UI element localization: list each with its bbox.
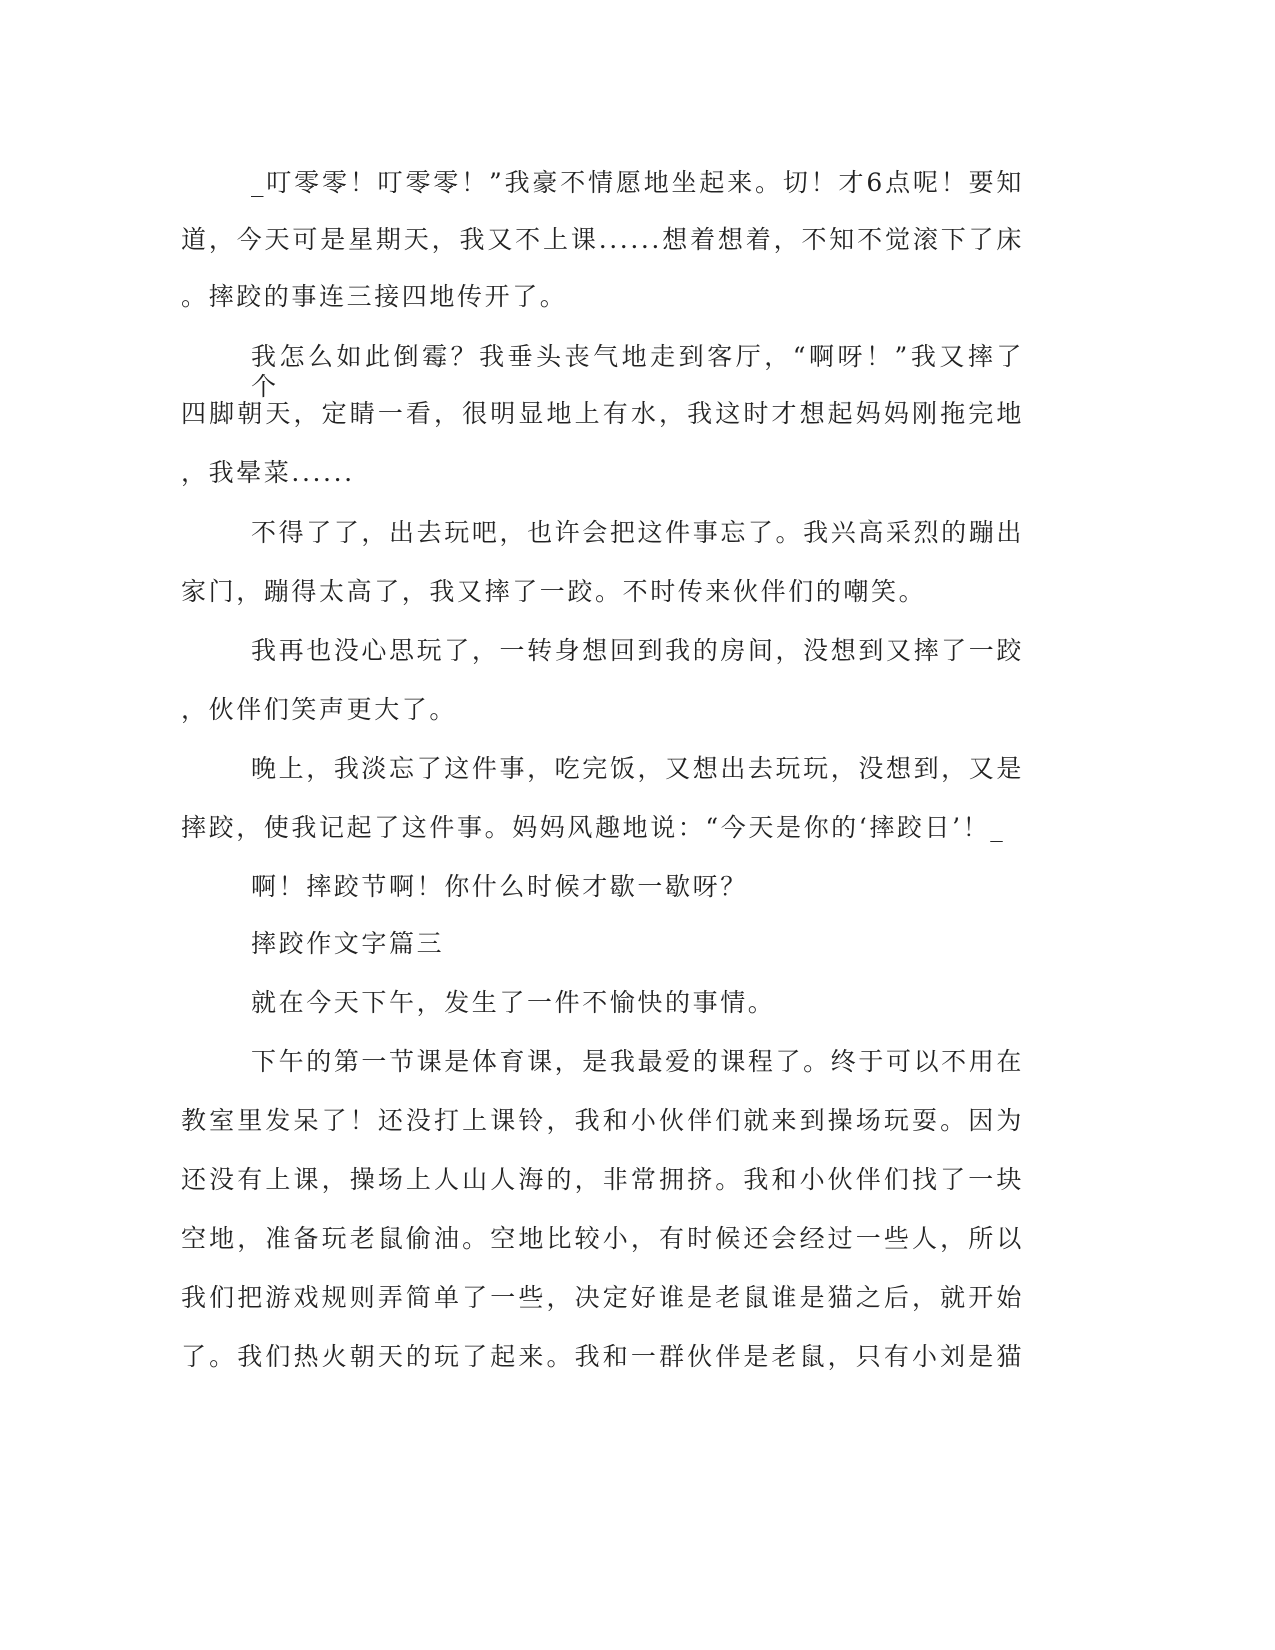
paragraph-line: 我们把游戏规则弄简单了一些，决定好谁是老鼠谁是猫之后，就开始 [181,1283,1024,1312]
paragraph-line: 啊！摔跤节啊！你什么时候才歇一歇呀？ [251,872,748,901]
paragraph-line: 摔跤，使我记起了这件事。妈妈风趣地说：“今天是你的‘摔跤日’！_ [181,813,1006,842]
paragraph-line: 还没有上课，操场上人山人海的，非常拥挤。我和小伙伴们找了一块 [181,1165,1024,1194]
paragraph-line: 下午的第一节课是体育课，是我最爱的课程了。终于可以不用在 [251,1047,1024,1076]
paragraph-line: 就在今天下午，发生了一件不愉快的事情。 [251,988,776,1017]
paragraph-line: _叮零零！叮零零！”我豪不情愿地坐起来。切！才6点呢！要知 [251,168,1024,197]
paragraph-line: 晚上，我淡忘了这件事，吃完饭，又想出去玩玩，没想到，又是 [251,754,1024,783]
paragraph-line: 空地，准备玩老鼠偷油。空地比较小，有时候还会经过一些人，所以 [181,1224,1024,1253]
paragraph-line: 教室里发呆了！还没打上课铃，我和小伙伴们就来到操场玩耍。因为 [181,1106,1024,1135]
paragraph-line: 我怎么如此倒霉？我垂头丧气地走到客厅，“啊呀！”我又摔了个 [251,342,1024,401]
paragraph-line: 了。我们热火朝天的玩了起来。我和一群伙伴是老鼠，只有小刘是猫 [181,1342,1024,1371]
paragraph-line: 不得了了，出去玩吧，也许会把这件事忘了。我兴高采烈的蹦出 [251,518,1024,547]
section-heading: 摔跤作文字篇三 [251,929,445,958]
paragraph-line: 我再也没心思玩了，一转身想回到我的房间，没想到又摔了一跤 [251,636,1024,665]
paragraph-line: 四脚朝天，定睛一看，很明显地上有水，我这时才想起妈妈刚拖完地 [181,399,1024,428]
paragraph-line: ，我晕菜...... [181,458,355,487]
paragraph-line: ，伙伴们笑声更大了。 [181,695,458,724]
paragraph-line: 。摔跤的事连三接四地传开了。 [181,282,568,311]
paragraph-line: 家门，蹦得太高了，我又摔了一跤。不时传来伙伴们的嘲笑。 [181,577,927,606]
paragraph-line: 道，今天可是星期天，我又不上课......想着想着，不知不觉滚下了床 [181,225,1024,254]
